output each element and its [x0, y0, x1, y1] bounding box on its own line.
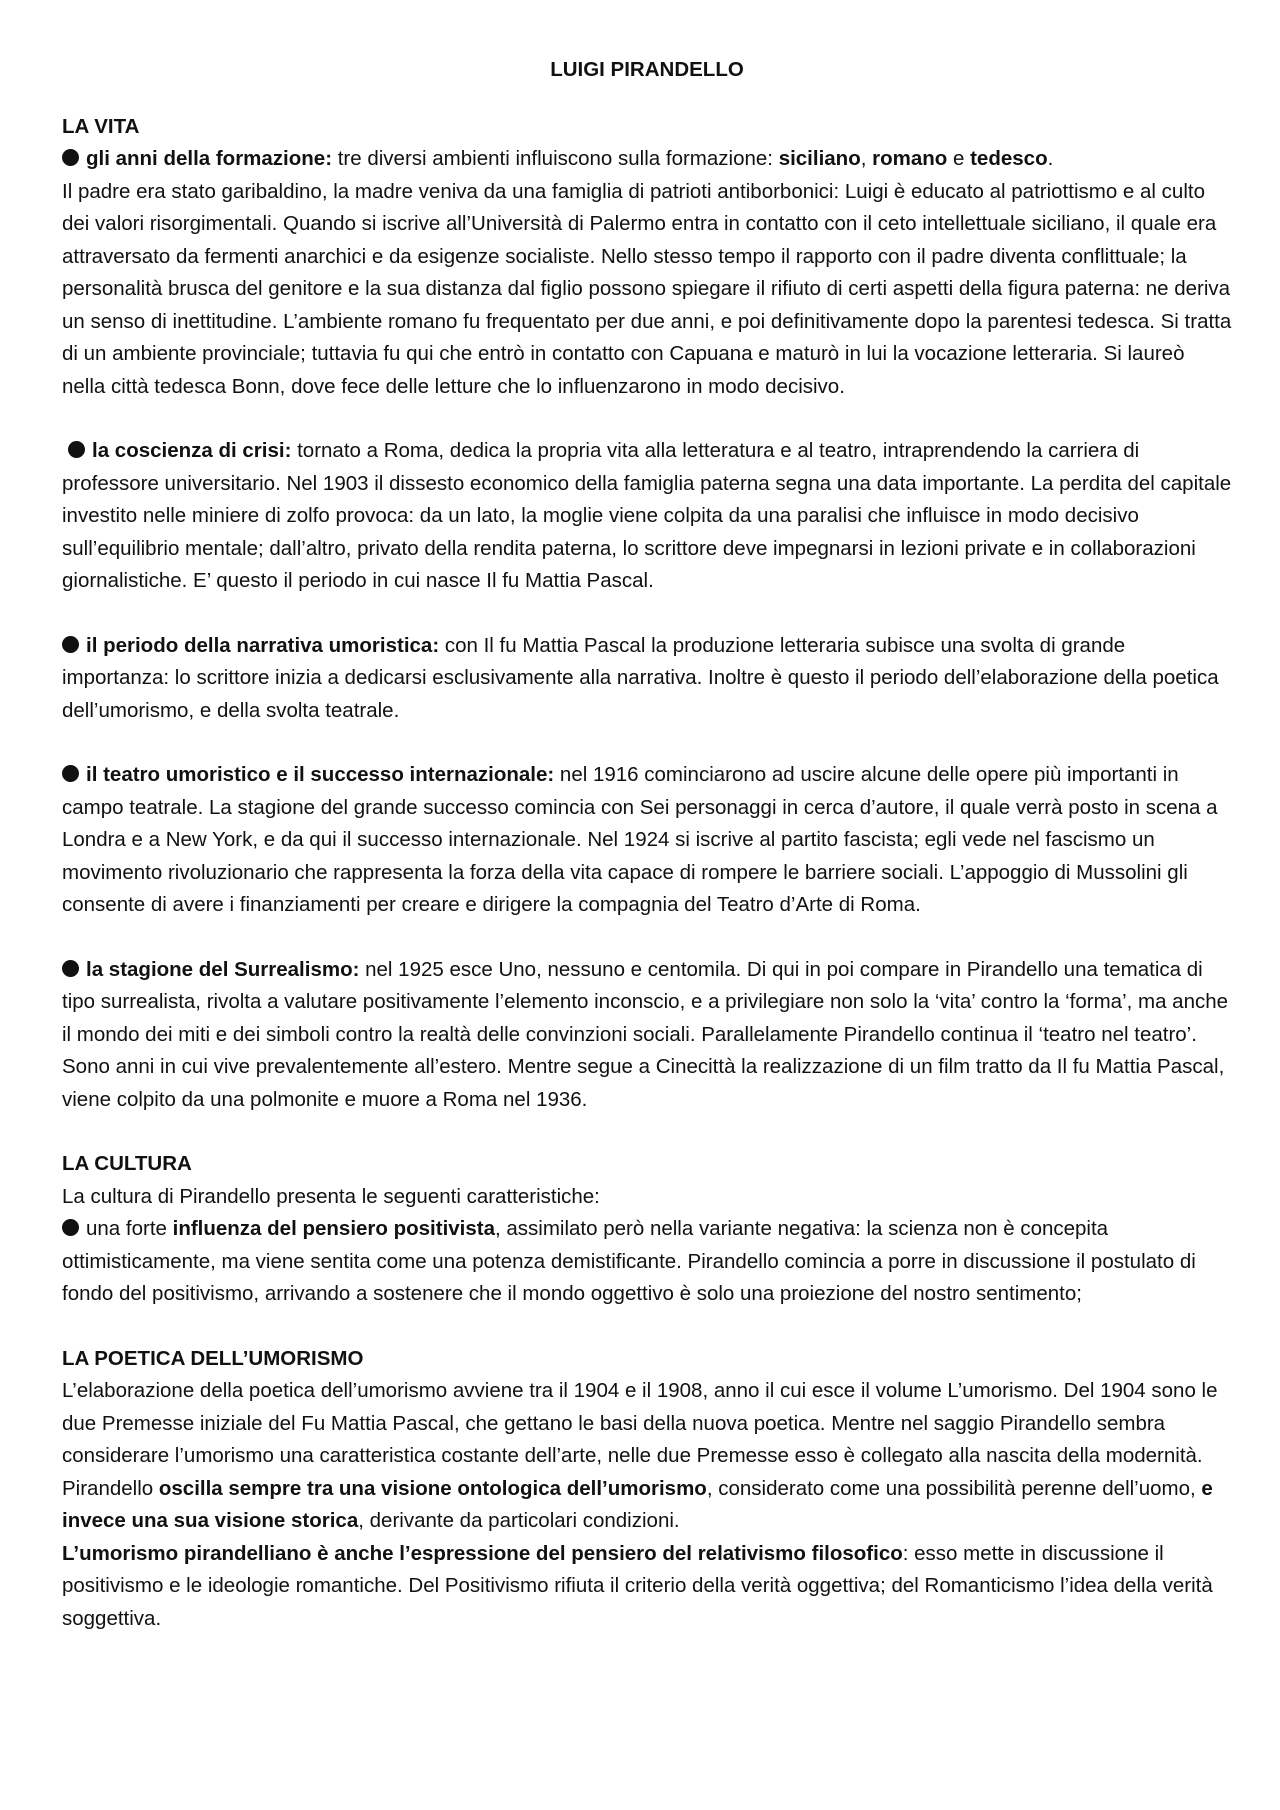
bold-run: tedesco [970, 147, 1048, 170]
paragraph-poetica-2 [62, 1538, 1232, 1636]
bold-run: e invece una sua visione storica [62, 1476, 1213, 1532]
surrealismo-label: la stagione del Surrealismo: [86, 957, 360, 981]
text-run: nel 1925 esce Uno, nessuno e centomila. Di qui in poi compare in Pirandello una tematica di tipo surrealista, rivolta a valutare positivamente l’elemento inconscio, e a privilegiare non solo la ‘vita’ contro la ‘forma’, ma anche il mondo dei miti e dei simboli contro la realtà delle convinzioni sociali. Parallelamente Pirandello continua il ‘teatro nel teatro’. Sono anni in cui vive prevalentemente all’estero. Mentre segue a Cinecittà la realizzazione di un film tratto da Il fu Mattia Pascal, viene colpito da una polmonite e muore a Roma nel 1936. [62, 957, 1229, 1111]
formazione-label: gli anni della formazione: [86, 147, 333, 170]
text-run: tornato a Roma, dedica la propria vita alla letteratura e al teatro, intraprendendo la carriera di professore universitario. Nel 1903 il dissesto economico della famiglia paterna segna una data importante. La perdita del capitale investito nelle miniere di zolfo provoca: da un lato, la moglie viene colpita da una paralisi che influisce in modo decisivo sull’equilibrio mentale; dall’altro, privato della rendita paterna, lo scrittore deve impegnarsi in lezioni private e in collaborazioni giornalistiche. E’ questo il periodo in cui nasce Il fu Mattia Pascal. [62, 439, 1232, 592]
bullet-icon [62, 765, 79, 782]
paragraph-formazione [62, 143, 1232, 176]
bold-run: romano [872, 147, 948, 170]
text-run: , derivante da particolari condizioni. [358, 1509, 680, 1532]
crisi-label: la coscienza di crisi: [92, 439, 292, 462]
cultura-intro: La cultura di Pirandello presenta le seguenti caratteristiche: [62, 1184, 600, 1208]
bullet-icon [62, 636, 79, 653]
paragraph-cultura-bullet [62, 1213, 1232, 1311]
paragraph-poetica-1 [62, 1375, 1232, 1538]
text-run: : esso mette in discussione il positivismo e le ideologie romantiche. Del Positivismo rifiuta il criterio della verità oggettiva; del Romanticismo l’idea della verità soggettiva. [62, 1541, 1213, 1630]
text-run: tre diversi ambienti influiscono sulla formazione: [332, 147, 779, 170]
bullet-icon [62, 1219, 79, 1236]
paragraph-crisi [62, 435, 1232, 598]
page-title: LUIGI PIRANDELLO [550, 58, 744, 81]
text-run: e [947, 147, 971, 170]
text-run: . [1047, 147, 1054, 170]
text-run: , considerato come una possibilità perenne dell’uomo, [706, 1476, 1202, 1500]
teatro-label: il teatro umoristico e il successo internazionale: [86, 763, 555, 786]
narrativa-label: il periodo della narrativa umoristica: [86, 633, 440, 657]
text-run: , [860, 147, 873, 170]
paragraph-surrealismo [62, 954, 1232, 1117]
section-heading-poetica: LA POETICA DELL’UMORISMO [62, 1346, 364, 1370]
document-page [62, 54, 1232, 1635]
bold-run: siciliano [778, 147, 861, 170]
section-heading-cultura: LA CULTURA [62, 1152, 192, 1175]
paragraph-formazione-body: Il padre era stato garibaldino, la madre veniva da una famiglia di patrioti antiborbonici: Luigi è educato al patriottismo e al culto dei valori risorgimentali. Quando si iscrive all’Università di Palermo entra in contatto con il ceto intellettuale siciliano, il quale era attraversato da fermenti anarchici e da esigenze socialiste. Nello stesso tempo il rapporto con il padre diventa conflittuale; la personalità brusca del genitore e la sua distanza dal figlio possono spiegare il rifiuto di certi aspetti della figura paterna: ne deriva un senso di inettitudine. L’ambiente romano fu frequentato per due anni, e poi definitivamente dopo la parentesi tedesca. Si tratta di un ambiente provinciale; tuttavia fu qui che entrò in contatto con Capuana e maturò in lui la vocazione letteraria. Si laureò nella città tedesca Bonn, dove fece delle letture che lo influenzarono in modo decisivo. [62, 179, 1232, 398]
text-run: una forte [86, 1217, 173, 1240]
paragraph-teatro [62, 759, 1232, 922]
bold-run: oscilla sempre tra una visione ontologica dell’umorismo [158, 1476, 707, 1500]
bold-run: influenza del pensiero positivista [172, 1217, 495, 1240]
paragraph-narrativa [62, 630, 1232, 728]
text-run: , assimilato però nella variante negativa: la scienza non è concepita ottimisticamente, ma viene sentita come una potenza demistificante. Pirandello comincia a porre in discussione il postulato di fondo del positivismo, arrivando a sostenere che il mondo oggettivo è solo una proiezione del nostro sentimento; [62, 1217, 1196, 1305]
bullet-icon [62, 149, 79, 166]
section-heading-vita: LA VITA [62, 114, 140, 138]
text-run: nel 1916 cominciarono ad uscire alcune delle opere più importanti in campo teatrale. La stagione del grande successo comincia con Sei personaggi in cerca d’autore, il quale verrà posto in scena a Londra e a New York, e da qui il successo internazionale. Nel 1924 si iscrive al partito fascista; egli vede nel fascismo un movimento rivoluzionario che rappresenta la forza della vita capace di rompere le barriere sociali. L’appoggio di Mussolini gli consente di avere i finanziamenti per creare e dirigere la compagnia del Teatro d’Arte di Roma. [62, 763, 1218, 916]
bullet-icon [68, 441, 85, 458]
bullet-icon [62, 960, 79, 977]
text-run: L’elaborazione della poetica dell’umorismo avviene tra il 1904 e il 1908, anno il cui esce il volume L’umorismo. Del 1904 sono le due Premesse iniziale del Fu Mattia Pascal, che gettano le basi della nuova poetica. Mentre nel saggio Pirandello sembra considerare l’umorismo una caratteristica costante dell’arte, nelle due Premesse esso è collegato alla nascita della modernità. Pirandello [62, 1379, 1218, 1500]
bold-run: L’umorismo pirandelliano è anche l’espressione del pensiero del relativismo filosofico [62, 1541, 903, 1565]
text-run: con Il fu Mattia Pascal la produzione letteraria subisce una svolta di grande importanza: lo scrittore inizia a dedicarsi esclusivamente alla narrativa. Inoltre è questo il periodo dell’elaborazione della poetica dell’umorismo, e della svolta teatrale. [62, 633, 1219, 722]
